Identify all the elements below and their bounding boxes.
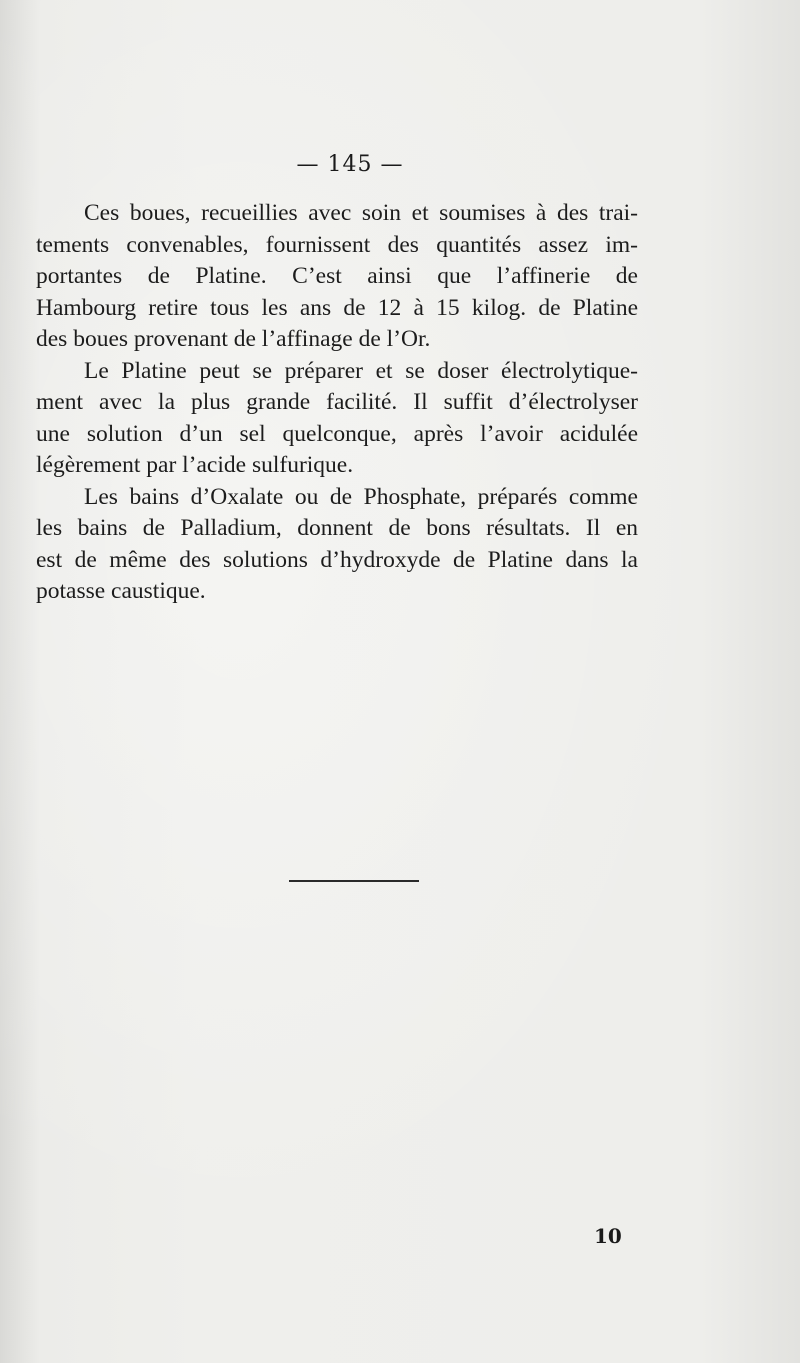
text-line: Les bains d’Oxalate ou de Phosphate, préparés comme (84, 483, 638, 510)
paragraph-3 (36, 482, 638, 608)
text-line: est de même des solutions d’hydroxyde de Platine dans la (36, 546, 638, 573)
section-divider (289, 880, 419, 882)
page-number: — 145 — (296, 152, 404, 177)
paragraph-2 (36, 356, 638, 482)
text-line: Hambourg retire tous les ans de 12 à 15 kilog. de Platine (36, 294, 638, 321)
signature-mark: 10 (594, 1224, 622, 1248)
text-line: une solution d’un sel quelconque, après l’avoir acidulée (36, 420, 638, 447)
text-line: les bains de Palladium, donnent de bons résultats. Il en (36, 515, 638, 541)
text-line: des boues provenant de l’affinage de l’Or. (36, 326, 431, 352)
text-line: Ces boues, recueillies avec soin et soumises à des trai- (84, 200, 638, 226)
text-line: légèrement par l’acide sulfurique. (36, 452, 354, 478)
body-text (36, 198, 638, 608)
text-line: portantes de Platine. C’est ainsi que l’affinerie de (36, 263, 638, 289)
text-line: ment avec la plus grande facilité. Il suffit d’électrolyser (36, 389, 638, 415)
text-line: Le Platine peut se préparer et se doser électrolytique- (84, 357, 638, 384)
paragraph-1 (36, 198, 638, 356)
text-line: potasse caustique. (36, 578, 206, 604)
text-line: tements convenables, fournissent des quantités assez im- (36, 231, 638, 258)
